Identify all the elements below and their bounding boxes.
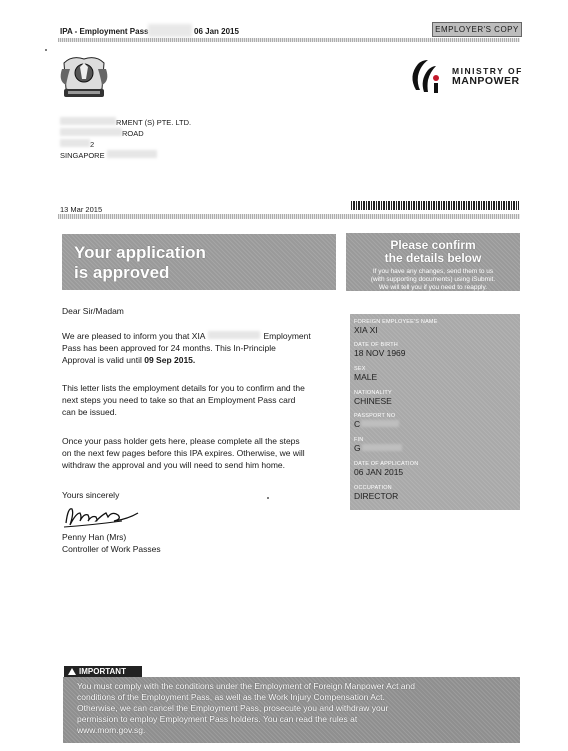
- important-notice: You must comply with the conditions under the Employment of Foreign Manpower Act and conditions of the Employment Pass, as well as the Work Injury Compensation Act. Otherwise, we can cancel the Employment Pass, prosecute you and withdraw your permission to employ Employment Pass holders. You can read the rules at www.mom.gov.sg.: [63, 677, 520, 743]
- paragraph-2: This letter lists the employment details for you to confirm and the next steps you need to take so that an Employment Pass card can be issued.: [62, 383, 305, 417]
- confirm-sub-line3: We will tell you if you need to reapply.: [378, 284, 488, 291]
- detail-sex: SEX MALE: [354, 366, 378, 382]
- detail-occupation: OCCUPATION DIRECTOR: [354, 485, 399, 501]
- address-line2: ROAD: [60, 128, 144, 138]
- detail-fin: FIN G: [354, 437, 402, 453]
- redacted-block: [148, 24, 192, 37]
- copy-badge: EMPLOYER'S COPY: [432, 22, 522, 37]
- detail-passport: PASSPORT NO C: [354, 413, 399, 429]
- confirm-sub-line2: (with supporting documents) using iSubmit.: [370, 276, 496, 283]
- scan-speck: [267, 497, 269, 499]
- confirm-sub-line1: If you have any changes, send them to us: [372, 268, 494, 275]
- ministry-name: [452, 66, 523, 86]
- approved-line1: Your application: [74, 243, 206, 262]
- ministry-line1: MINISTRY OF: [452, 66, 523, 76]
- signatory-title: Controller of Work Passes: [62, 544, 161, 554]
- address-line1: RMENT (S) PTE. LTD.: [60, 117, 191, 127]
- detail-dob: DATE OF BIRTH 18 NOV 1969: [354, 342, 406, 358]
- document-date: 06 Jan 2015: [194, 27, 239, 36]
- mom-swirl-icon: [406, 56, 450, 96]
- header-rule: [58, 38, 520, 42]
- letter-date: 13 Mar 2015: [60, 205, 103, 214]
- address-line4: SINGAPORE: [60, 150, 157, 160]
- redacted-block: [362, 444, 402, 451]
- detail-application-date: DATE OF APPLICATION 06 JAN 2015: [354, 461, 419, 477]
- barcode: [351, 201, 519, 210]
- warning-icon: [68, 668, 76, 675]
- confirm-banner: [346, 233, 520, 291]
- salutation: Dear Sir/Madam: [62, 306, 124, 316]
- detail-nationality: NATIONALITY CHINESE: [354, 390, 392, 406]
- redacted-block: [60, 139, 90, 147]
- confirm-title-line2: the details below: [384, 251, 482, 265]
- paragraph-1: We are pleased to inform you that XIA Employment Pass has been approved for 24 months. This In-Principle Approval is valid until 09 Sep 2015.: [62, 331, 311, 365]
- ministry-line2: MANPOWER: [452, 75, 520, 87]
- redacted-block: [208, 331, 260, 339]
- important-tag: IMPORTANT: [64, 666, 142, 677]
- closing: Yours sincerely: [62, 490, 120, 500]
- confirm-title-line1: Please confirm: [390, 238, 476, 252]
- redacted-block: [361, 420, 399, 427]
- detail-name: FOREIGN EMPLOYEE'S NAME XIA XI: [354, 319, 438, 335]
- redacted-block: [60, 117, 116, 125]
- signature-image: [62, 503, 144, 531]
- address-line3: 2: [60, 139, 94, 149]
- singapore-crest-icon: [58, 55, 110, 103]
- document-title: IPA - Employment Pass: [60, 27, 149, 36]
- redacted-block: [107, 150, 157, 158]
- signatory-name: Penny Han (Mrs): [62, 532, 127, 542]
- details-panel: [350, 314, 520, 510]
- paragraph-3: Once your pass holder gets here, please complete all the steps on the next few pages before this IPA expires. Otherwise, we will withdraw the approval and you will need to send him home.: [62, 436, 305, 470]
- scan-speck: [45, 49, 47, 51]
- validity-date: 09 Sep 2015: [144, 355, 193, 365]
- redacted-block: [60, 128, 122, 136]
- section-rule: [58, 214, 520, 219]
- approved-line2: is approved: [74, 263, 170, 282]
- approved-banner: [62, 234, 336, 290]
